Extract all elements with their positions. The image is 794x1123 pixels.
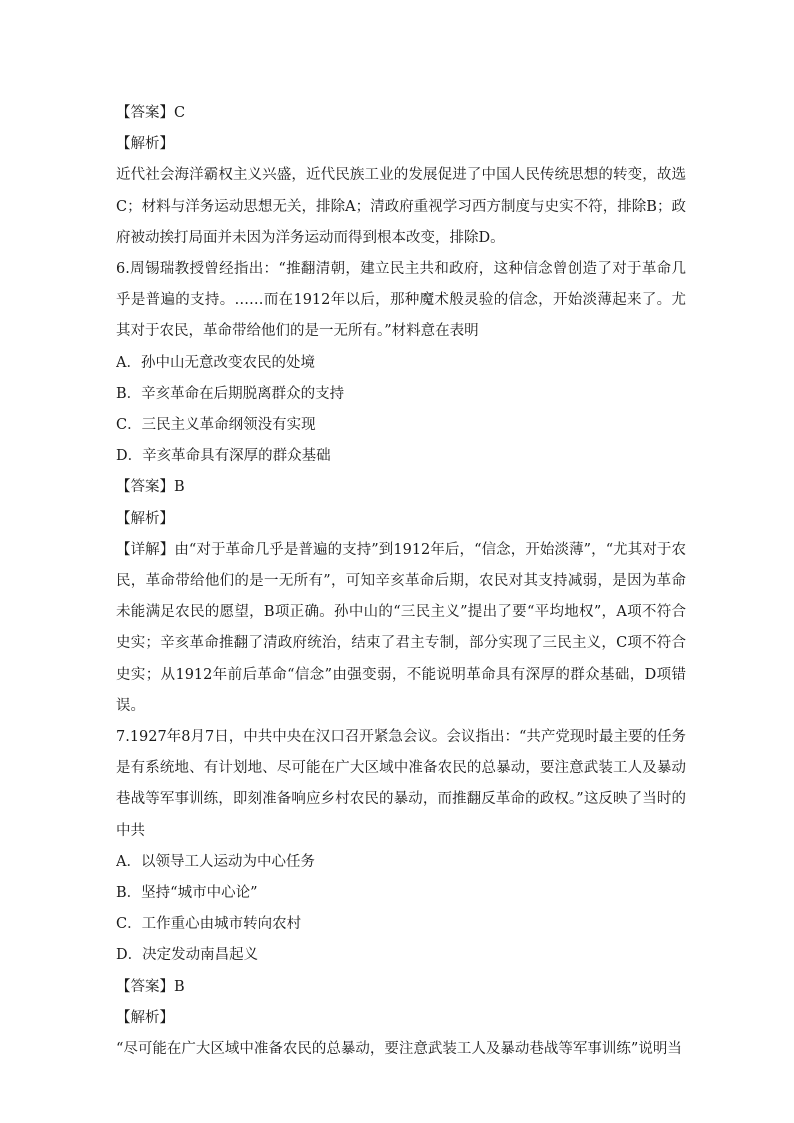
- q7-option-b: B．坚持“城市中心论”: [116, 884, 258, 901]
- q6-analysis-label: 【解析】: [116, 510, 174, 527]
- q7-option-c: C．工作重心由城市转向农村: [116, 916, 302, 933]
- document-page: [116, 98, 686, 1065]
- q5-analysis-label: 【解析】: [116, 136, 174, 153]
- q6-answer: 【答案】B: [116, 479, 185, 496]
- q6-detail-label: 【详解】: [116, 541, 175, 558]
- q6-detail-text: 由“对于革命几乎是普遍的支持”到1912年后，“信念，开始淡薄”，“尤其对于农民，革命带给他们的是一无所有”，可知辛亥革命后期，农民对其支持减弱，是因为革命未能满足农民的愿望，B项正确。孙中山的“三民主义”提出了要“平均地权”，A项不符合史实；辛亥革命推翻了清政府统治，结束了君主专制，部分实现了三民主义，C项不符合史实；从1912年前后革命“信念”由强变弱，不能说明革命具有深厚的群众基础，D项错误。: [116, 541, 686, 714]
- q5-answer: 【答案】C: [116, 105, 186, 121]
- q6-option-c: C．三民主义革命纲领没有实现: [116, 416, 316, 433]
- q7-analysis-label: 【解析】: [116, 1009, 174, 1026]
- q6-stem: 6.周锡瑞教授曾经指出：“推翻清朝，建立民主共和政府，这种信念曾创造了对于革命几乎是普遍的支持。……而在1912年以后，那种魔术般灵验的信念，开始淡薄起来了。尤其对于农民，革命带给他们的是一无所有。”材料意在表明: [116, 260, 686, 340]
- q7-stem: 7.1927年8月7日，中共中央在汉口召开紧急会议。会议指出：“共产党现时最主要的任务是有系统地、有计划地、尽可能在广大区域中准备农民的总暴动，要注意武装工人及暴动巷战等军事训练，即刻准备响应乡村农民的暴动，而推翻反革命的政权。”这反映了当时的中共: [116, 728, 686, 839]
- q7-answer: 【答案】B: [116, 978, 185, 995]
- q7-option-a: A．以领导工人运动为中心任务: [116, 853, 315, 870]
- q6-option-a: A．孙中山无意改变农民的处境: [116, 354, 315, 371]
- q7-option-d: D．决定发动南昌起义: [116, 947, 259, 964]
- q5-analysis-text: 近代社会海洋霸权主义兴盛，近代民族工业的发展促进了中国人民传统思想的转变，故选C；材料与洋务运动思想无关，排除A；清政府重视学习西方制度与史实不符，排除B；政府被动挨打局面并未因为洋务运动而得到根本改变，排除D。: [116, 167, 686, 246]
- q7-analysis-text: “尽可能在广大区域中准备农民的总暴动，要注意武装工人及暴动巷战等军事训练”说明当: [116, 1040, 682, 1057]
- q6-detail: [116, 535, 686, 722]
- q6-option-d: D．辛亥革命具有深厚的群众基础: [116, 448, 331, 465]
- q6-option-b: B．辛亥革命在后期脱离群众的支持: [116, 385, 345, 402]
